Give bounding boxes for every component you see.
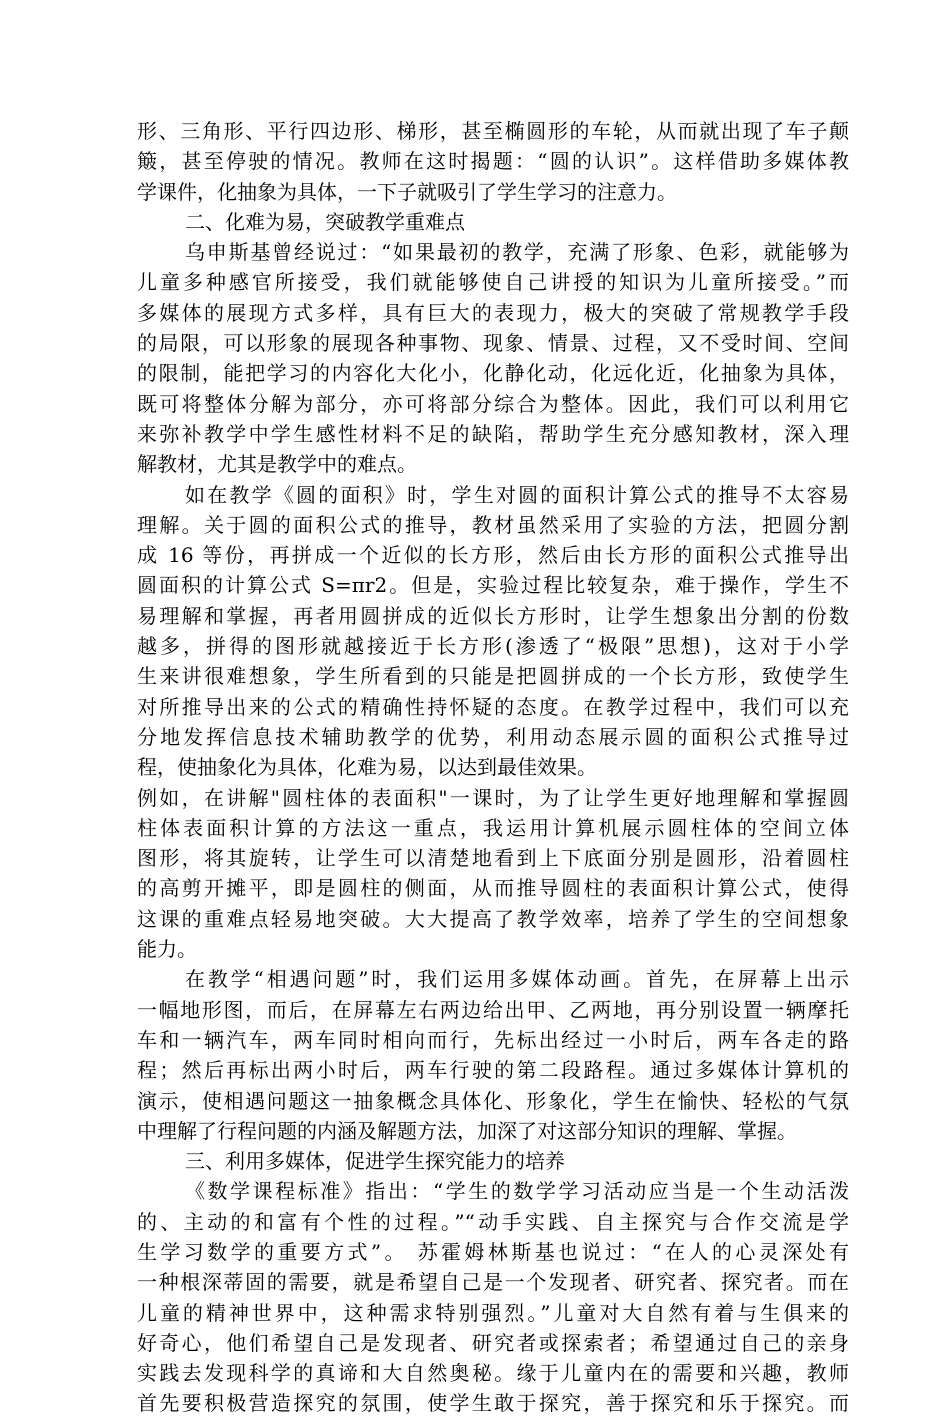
- text-line: 圆面积的计算公式 S=πr2。但是，实验过程比较复杂，难于操作，学生不: [137, 573, 849, 598]
- text-line: 的限制，能把学习的内容化大化小，化静化动，化远化近，化抽象为具体，: [137, 361, 849, 386]
- text-line: 在教学“相遇问题”时，我们运用多媒体动画。首先，在屏幕上出示: [185, 967, 849, 992]
- text-line: 理解。关于圆的面积公式的推导，教材虽然采用了实验的方法，把圆分割: [137, 512, 849, 537]
- document-body: [137, 116, 849, 1419]
- text-line: 车和一辆汽车，两车同时相向而行，先标出经过一小时后，两车各走的路: [137, 1027, 849, 1052]
- text-line: 形、三角形、平行四边形、梯形，甚至椭圆形的车轮，从而就出现了车子颠: [137, 119, 849, 143]
- text-line: 既可将整体分解为部分，亦可将部分综合为整体。因此，我们可以利用它: [137, 391, 849, 416]
- text-line: 生学习数学的重要方式”。 苏霍姆林斯基也说过：“在人的心灵深处有: [137, 1239, 849, 1264]
- text-line: 一种根深蒂固的需要，就是希望自己是一个发现者、研究者、探究者。而在: [137, 1270, 849, 1295]
- text-line: 好奇心，他们希望自己是发现者、研究者或探索者；希望通过自己的亲身: [137, 1330, 849, 1355]
- text-line: 的局限，可以形象的展现各种事物、现象、情景、过程，又不受时间、空间: [137, 331, 849, 356]
- text-line: 的高剪开摊平，即是圆柱的侧面，从而推导圆柱的表面积计算公式，使得: [137, 876, 849, 901]
- text-line: 来弥补教学中学生感性材料不足的缺陷，帮助学生充分感知教材，深入理: [137, 421, 849, 446]
- text-line: 儿童的精神世界中，这种需求特别强烈。”儿童对大自然有着与生俱来的: [137, 1300, 849, 1325]
- text-line: 对所推导出来的公式的精确性持怀疑的态度。在教学过程中，我们可以充: [137, 694, 849, 719]
- text-line: 中理解了行程问题的内涵及解题方法，加深了对这部分知识的理解、掌握。: [137, 1118, 797, 1143]
- text-line: 簸，甚至停驶的情况。教师在这时揭题：“圆的认识”。这样借助多媒体教: [137, 149, 849, 174]
- section-heading: 三、利用多媒体，促进学生探究能力的培养: [185, 1149, 565, 1174]
- text-line: 图形，将其旋转，让学生可以清楚地看到上下底面分别是圆形，沿着圆柱: [137, 846, 849, 871]
- text-line: 越多，拼得的图形就越接近于长方形(渗透了“极限”思想)，这对于小学: [137, 634, 849, 659]
- text-line: 实践去发现科学的真谛和大自然奥秘。缘于儿童内在的需要和兴趣，教师: [137, 1361, 849, 1386]
- text-line: 生来讲很难想象，学生所看到的只能是把圆拼成的一个长方形，致使学生: [137, 664, 849, 689]
- text-line: 一幅地形图，而后，在屏幕左右两边给出甲、乙两地，再分别设置一辆摩托: [137, 997, 849, 1022]
- text-line: 成 16 等份，再拼成一个近似的长方形，然后由长方形的面积公式推导出: [137, 543, 849, 568]
- text-line: 分地发挥信息技术辅助教学的优势，利用动态展示圆的面积公式推导过: [137, 724, 849, 749]
- text-line: 乌申斯基曾经说过：“如果最初的教学，充满了形象、色彩，就能够为: [185, 240, 849, 265]
- text-line: 例如，在讲解"圆柱体的表面积"一课时，为了让学生更好地理解和掌握圆: [137, 785, 849, 810]
- text-line: 柱体表面积计算的方法这一重点，我运用计算机展示圆柱体的空间立体: [137, 815, 849, 840]
- text-line: 演示，使相遇问题这一抽象概念具体化、形象化，学生在愉快、轻松的气氛: [137, 1088, 849, 1113]
- text-line: 儿童多种感官所接受，我们就能够使自己讲授的知识为儿童所接受。”而: [137, 270, 849, 295]
- text-line: 能力。: [137, 937, 197, 962]
- text-line: 的、主动的和富有个性的过程。”“动手实践、自主探究与合作交流是学: [137, 1209, 849, 1234]
- text-line: 如在教学《圆的面积》时，学生对圆的面积计算公式的推导不太容易: [185, 482, 849, 507]
- text-line: 解教材，尤其是教学中的难点。: [137, 452, 417, 477]
- text-line: 程，使抽象化为具体，化难为易，以达到最佳效果。: [137, 755, 597, 780]
- text-line: 易理解和掌握，再者用圆拼成的近似长方形时，让学生想象出分割的份数: [137, 603, 849, 628]
- text-line: 《数学课程标准》指出：“学生的数学学习活动应当是一个生动活泼: [185, 1179, 849, 1204]
- section-heading: 二、化难为易，突破教学重难点: [185, 209, 465, 234]
- text-line: 程；然后再标出两小时后，两车行驶的第二段路程。通过多媒体计算机的: [137, 1058, 849, 1083]
- text-line: 首先要积极营造探究的氛围，使学生敢于探究，善于探究和乐于探究。而: [137, 1391, 849, 1416]
- text-line: 多媒体的展现方式多样，具有巨大的表现力，极大的突破了常规教学手段: [137, 300, 849, 325]
- text-line: 这课的重难点轻易地突破。大大提高了教学效率，培养了学生的空间想象: [137, 906, 849, 931]
- text-line: 学课件，化抽象为具体，一下子就吸引了学生学习的注意力。: [137, 179, 677, 204]
